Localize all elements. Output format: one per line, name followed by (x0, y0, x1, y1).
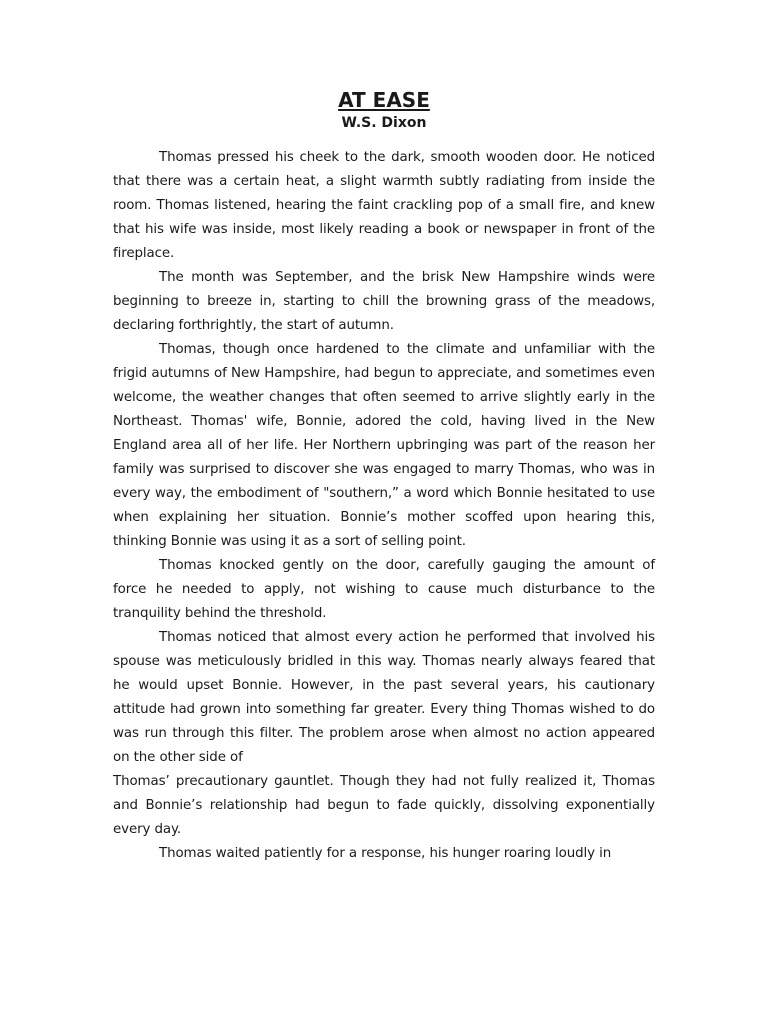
paragraph: Thomas waited patiently for a response, his hunger roaring loudly in (159, 846, 612, 861)
paragraph: Thomas pressed his cheek to the dark, smooth wooden door. He noticed that there was a certain heat, a slight warmth subtly radiating from inside the room. Thomas listened, hearing the faint crackling pop of a small fire, and knew that his wife was inside, most likely reading a book or newspaper in front of the fireplace. (113, 150, 655, 261)
document-author: W.S. Dixon (341, 115, 427, 131)
document-title-text: AT EASE (338, 88, 430, 112)
paragraph: Thomas, though once hardened to the climate and unfamiliar with the frigid autumns of New Hampshire, had begun to appreciate, and sometimes even welcome, the weather changes that often seemed to arrive slightly early in the Northeast. Thomas' wife, Bonnie, adored the cold, having lived in the New England area all of her life. Her Northern upbringing was part of the reason her family was surprised to discover she was engaged to marry Thomas, who was in every way, the embodiment of "southern,” a word which Bonnie hesitated to use when explaining her situation. Bonnie’s mother scoffed upon hearing this, thinking Bonnie was using it as a sort of selling point. (113, 342, 655, 549)
paragraph: The month was September, and the brisk New Hampshire winds were beginning to breeze in, starting to chill the browning grass of the meadows, declaring forthrightly, the start of autumn. (113, 270, 655, 333)
paragraph: Thomas’ precautionary gauntlet. Though they had not fully realized it, Thomas and Bonnie’s relationship had begun to fade quickly, dissolving exponentially every day. (113, 774, 655, 837)
document-body (113, 146, 655, 866)
paragraph: Thomas knocked gently on the door, carefully gauging the amount of force he needed to apply, not wishing to cause much disturbance to the tranquility behind the threshold. (113, 558, 655, 621)
paragraph: Thomas noticed that almost every action he performed that involved his spouse was meticulously bridled in this way. Thomas nearly always feared that he would upset Bonnie. However, in the past several years, his cautionary attitude had grown into something far greater. Every thing Thomas wished to do was run through this filter. The problem arose when almost no action appeared on the other side of (113, 630, 655, 765)
document-title (0, 86, 768, 114)
